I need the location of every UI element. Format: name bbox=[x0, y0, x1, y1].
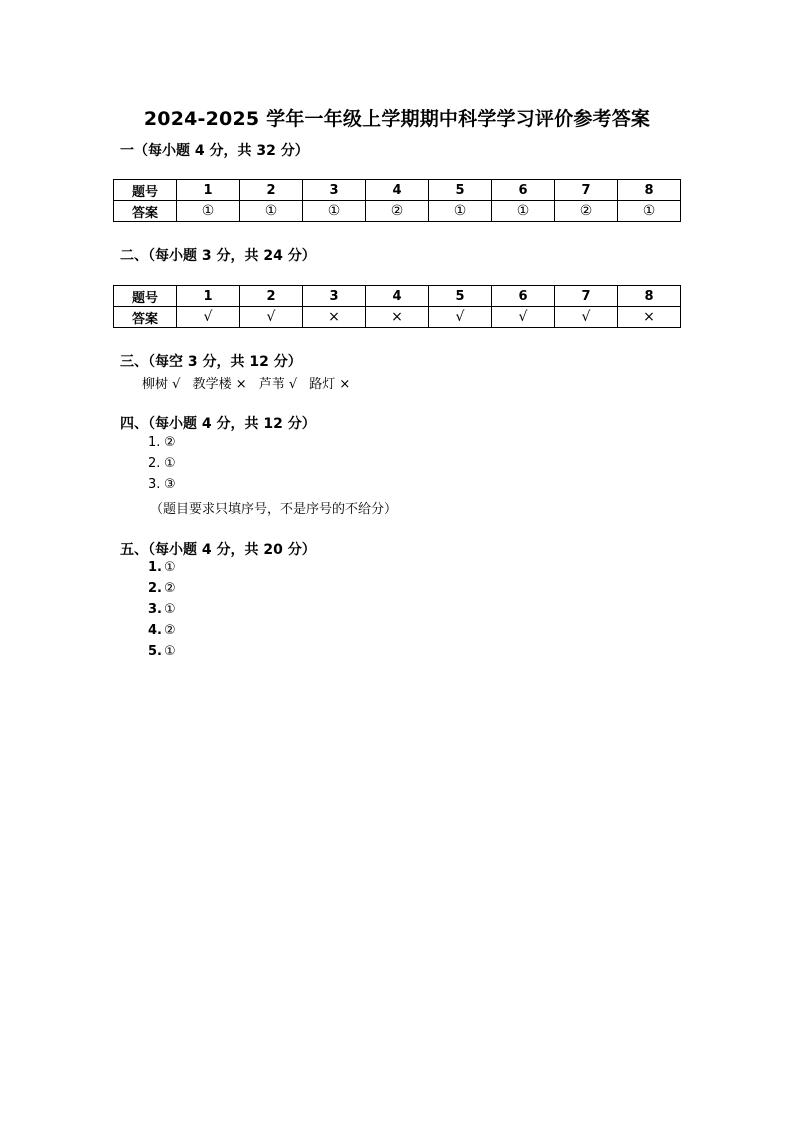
question-number: 5 bbox=[429, 180, 492, 201]
row-answer-label: 答案 bbox=[114, 307, 177, 328]
section3-heading: 三、（每空 3 分，共 12 分） bbox=[120, 354, 302, 370]
answer-cell: √ bbox=[429, 307, 492, 328]
question-number: 7 bbox=[555, 180, 618, 201]
item-number: 3. bbox=[148, 477, 161, 492]
answer-cell: ① bbox=[177, 201, 240, 222]
item-number: 4. bbox=[148, 623, 162, 638]
item-answer: ② bbox=[164, 581, 176, 596]
item-answer: ② bbox=[164, 623, 176, 638]
list-item bbox=[148, 602, 176, 617]
item-answer: ① bbox=[164, 602, 176, 617]
question-number: 3 bbox=[303, 286, 366, 307]
answer-cell: ② bbox=[555, 201, 618, 222]
section1-answer-table bbox=[113, 179, 681, 222]
section3-answer-item: 柳树 √ bbox=[142, 377, 181, 392]
answer-cell: ① bbox=[303, 201, 366, 222]
list-item bbox=[148, 623, 176, 638]
question-number: 2 bbox=[240, 180, 303, 201]
table-row bbox=[114, 307, 681, 328]
item-number: 3. bbox=[148, 602, 162, 617]
section3-answer-item: 芦苇 √ bbox=[258, 377, 298, 392]
section3-answers bbox=[142, 373, 358, 392]
list-item bbox=[148, 644, 176, 659]
question-number: 4 bbox=[366, 286, 429, 307]
answer-cell: × bbox=[618, 307, 681, 328]
page-title: 2024-2025 学年一年级上学期期中科学学习评价参考答案 bbox=[143, 108, 651, 130]
question-number: 6 bbox=[492, 286, 555, 307]
row-header-label: 题号 bbox=[114, 180, 177, 201]
answer-cell: ① bbox=[429, 201, 492, 222]
section1-heading: 一（每小题 4 分，共 32 分） bbox=[120, 143, 309, 159]
question-number: 3 bbox=[303, 180, 366, 201]
item-number: 2. bbox=[148, 581, 162, 596]
question-number: 7 bbox=[555, 286, 618, 307]
item-answer: ① bbox=[164, 644, 176, 659]
answer-cell: × bbox=[303, 307, 366, 328]
answer-cell: √ bbox=[177, 307, 240, 328]
item-number: 1. bbox=[148, 560, 162, 575]
section3-answer-item: 教学楼 × bbox=[192, 377, 247, 392]
item-answer: ③ bbox=[164, 477, 176, 492]
list-item bbox=[148, 477, 176, 492]
table-row bbox=[114, 286, 681, 307]
list-item bbox=[148, 456, 176, 471]
section3-answer-item: 路灯 × bbox=[309, 377, 351, 392]
answer-cell: ① bbox=[492, 201, 555, 222]
section4-note: （题目要求只填序号，不是序号的不给分） bbox=[150, 502, 398, 517]
section2-answer-table bbox=[113, 285, 681, 328]
row-header-label: 题号 bbox=[114, 286, 177, 307]
question-number: 5 bbox=[429, 286, 492, 307]
question-number: 4 bbox=[366, 180, 429, 201]
item-number: 1. bbox=[148, 435, 161, 450]
question-number: 8 bbox=[618, 286, 681, 307]
question-number: 1 bbox=[177, 286, 240, 307]
section2-heading: 二、（每小题 3 分，共 24 分） bbox=[120, 248, 316, 264]
item-answer: ② bbox=[164, 435, 176, 450]
item-answer: ① bbox=[164, 456, 176, 471]
answer-cell: ① bbox=[618, 201, 681, 222]
question-number: 8 bbox=[618, 180, 681, 201]
answer-cell: ① bbox=[240, 201, 303, 222]
item-number: 5. bbox=[148, 644, 162, 659]
table-row bbox=[114, 201, 681, 222]
section4-heading: 四、（每小题 4 分，共 12 分） bbox=[120, 416, 316, 432]
row-answer-label: 答案 bbox=[114, 201, 177, 222]
answer-cell: √ bbox=[555, 307, 618, 328]
question-number: 2 bbox=[240, 286, 303, 307]
item-answer: ① bbox=[164, 560, 176, 575]
answer-cell: √ bbox=[492, 307, 555, 328]
list-item bbox=[148, 560, 176, 575]
list-item bbox=[148, 581, 176, 596]
question-number: 1 bbox=[177, 180, 240, 201]
section5-heading: 五、（每小题 4 分，共 20 分） bbox=[120, 542, 316, 558]
item-number: 2. bbox=[148, 456, 161, 471]
table-row bbox=[114, 180, 681, 201]
answer-cell: ② bbox=[366, 201, 429, 222]
list-item bbox=[148, 435, 176, 450]
answer-cell: √ bbox=[240, 307, 303, 328]
question-number: 6 bbox=[492, 180, 555, 201]
answer-cell: × bbox=[366, 307, 429, 328]
